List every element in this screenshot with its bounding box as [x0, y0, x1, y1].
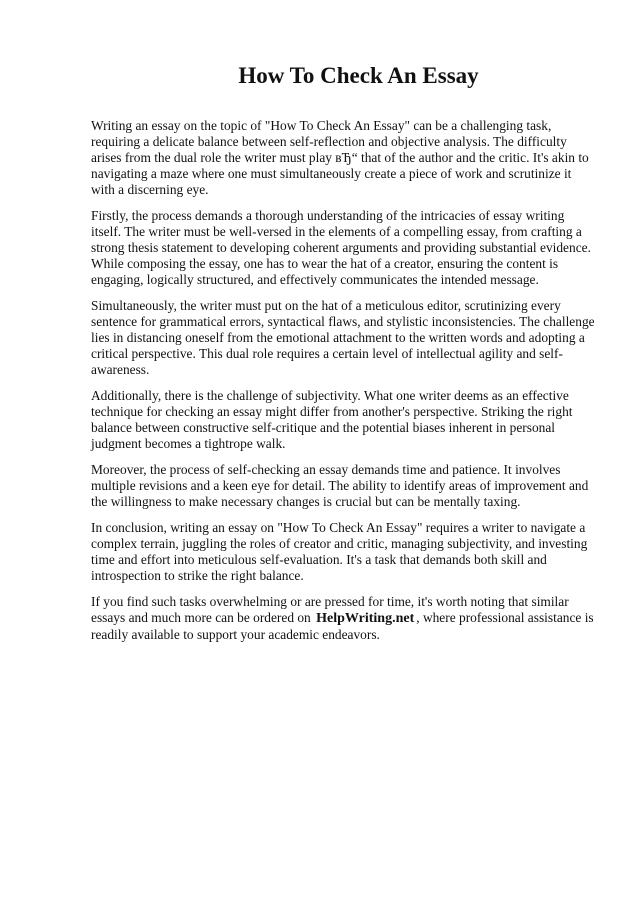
paragraph-conclusion: In conclusion, writing an essay on "How To Check An Essay" requires a writer to navigate a complex terrain, juggling the roles of creator and critic, managing subjectivity, and investing time and effort into meticulous self-evaluation. It's a task that demands both skill and introspection to strike the right balance.: [91, 520, 588, 583]
paragraph-simultaneously: Simultaneously, the writer must put on the hat of a meticulous editor, scrutinizing every sentence for grammatical errors, syntactical flaws, and stylistic inconsistencies. The challenge lies in distancing oneself from the emotional attachment to the written words and adopting a critical perspective. This dual role requires a certain level of intellectual agility and self-awareness.: [91, 298, 595, 377]
helpwriting-link[interactable]: HelpWriting.net: [316, 611, 415, 626]
closing-text-after-link: , where professional assistance is readily available to support your academic endeavors.: [91, 610, 594, 642]
paragraph-firstly: Firstly, the process demands a thorough understanding of the intricacies of essay writing itself. The writer must be well-versed in the elements of a compelling essay, from crafting a strong thesis statement to developing coherent arguments and providing substantial evidence. While composing the essay, one has to wear the hat of a creator, ensuring the content is engaging, logically structured, and effectively communicates the intended message.: [91, 208, 591, 287]
paragraph-additionally: Additionally, there is the challenge of subjectivity. What one writer deems as an effective technique for checking an essay might differ from another's perspective. Striking the right balance between constructive self-critique and the potential biases inherent in personal judgment becomes a tightrope walk.: [91, 388, 573, 451]
paragraph-moreover: Moreover, the process of self-checking an essay demands time and patience. It involves multiple revisions and a keen eye for detail. The ability to identify areas of improvement and the willingness to make necessary changes is crucial but can be mentally taxing.: [91, 462, 589, 509]
paragraph-intro: Writing an essay on the topic of "How To Check An Essay" can be a challenging task, requiring a delicate balance between self-reflection and objective analysis. The difficulty arises from the dual role the writer must play вЂ“ that of the author and the critic. It's akin to navigating a maze where one must simultaneously create a piece of work and scrutinize it with a discerning eye.: [91, 118, 589, 197]
document-title: How To Check An Essay: [238, 63, 479, 88]
paragraph-closing: [91, 594, 596, 643]
closing-text-before-link: If you find such tasks overwhelming or are pressed for time, it's worth noting that similar essays and much more can be ordered on: [91, 594, 569, 625]
